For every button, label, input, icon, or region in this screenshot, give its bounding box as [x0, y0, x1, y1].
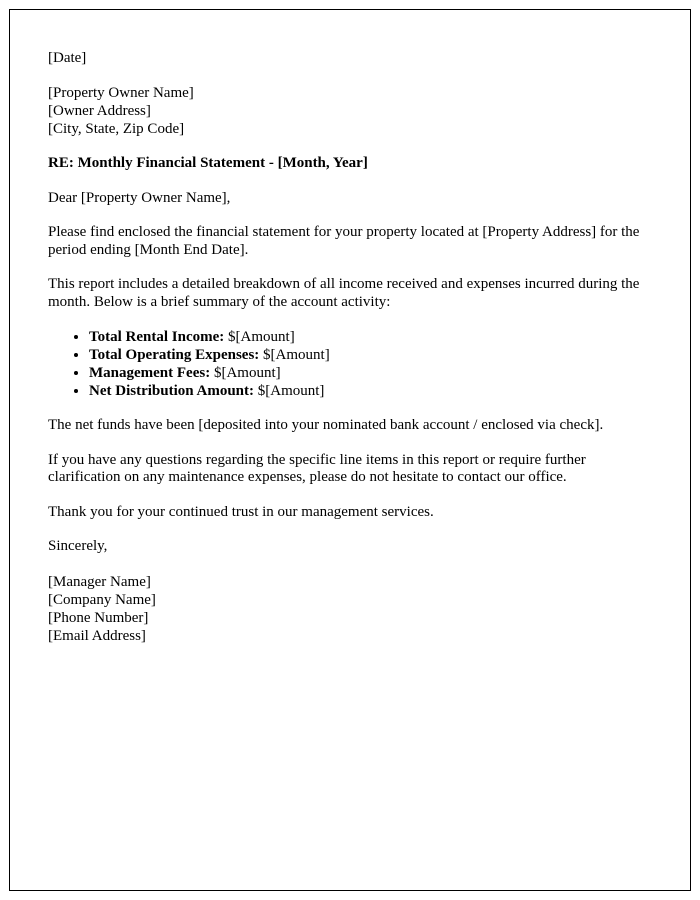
paragraph-thanks: Thank you for your continued trust in our management services. [48, 503, 434, 520]
summary-item-value: $[Amount] [213, 365, 281, 381]
summary-item-value: $[Amount] [228, 329, 295, 345]
signature-block [48, 573, 652, 645]
letter-page [9, 9, 691, 891]
paragraph-net-funds: The net funds have been [deposited into your nominated bank account / enclosed via check]. [48, 417, 604, 433]
signature-company-name: [Company Name] [48, 591, 156, 608]
signature-phone-number: [Phone Number] [48, 609, 149, 626]
recipient-block [48, 84, 652, 138]
date-block [48, 49, 652, 67]
summary-item-operating-expenses [89, 346, 652, 364]
summary-item-label: Total Operating Expenses: [89, 347, 260, 363]
summary-item-value: $[Amount] [263, 347, 330, 363]
paragraph-questions: If you have any questions regarding the specific line items in this report or require further clarification on any maintenance expenses, please do not hesitate to contact our office. [48, 451, 586, 485]
paragraph-enclosed: Please find enclosed the financial statement for your property located at [Property Address] for the period ending [Month End Date]. [48, 224, 640, 258]
subject-line: RE: Monthly Financial Statement - [Month, Year] [48, 155, 368, 171]
summary-item-value: $[Amount] [257, 383, 325, 399]
summary-item-label: Total Rental Income: [89, 329, 225, 345]
summary-list [48, 328, 652, 400]
salutation: Dear [Property Owner Name], [48, 189, 231, 206]
recipient-name-line: [Property Owner Name] [48, 85, 194, 101]
paragraph-breakdown: This report includes a detailed breakdown of all income received and expenses incurred during the month. Below is a brief summary of the account activity: [48, 276, 640, 310]
summary-item-net-distribution [89, 382, 652, 400]
summary-item-label: Net Distribution Amount: [89, 383, 255, 399]
summary-item-rental-income [89, 328, 652, 346]
signature-manager-name: [Manager Name] [48, 573, 151, 590]
closing-line: Sincerely, [48, 538, 108, 554]
summary-item-management-fees [89, 364, 652, 382]
summary-item-label: Management Fees: [89, 365, 211, 381]
recipient-city-line: [City, State, Zip Code] [48, 121, 185, 137]
date-line: [Date] [48, 50, 87, 66]
recipient-address-line: [Owner Address] [48, 103, 151, 119]
signature-email-address: [Email Address] [48, 627, 146, 644]
